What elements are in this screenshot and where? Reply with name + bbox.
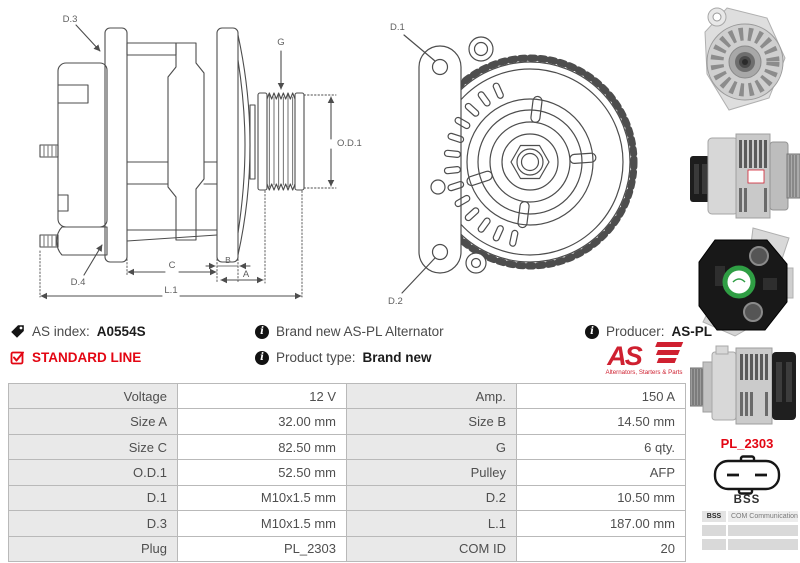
leader-d3 [76, 25, 100, 51]
producer-value: AS-PL [671, 324, 713, 339]
spec-label-cell: O.D.1 [9, 460, 178, 485]
spec-value-cell: 150 A [517, 384, 686, 409]
label-c: C [168, 260, 176, 271]
plug-name: BSS [733, 494, 761, 506]
spec-row [9, 460, 686, 485]
com-code-cell [702, 525, 726, 536]
spec-value-cell: PL_2303 [178, 536, 347, 561]
com-desc-cell: COM Communication [728, 511, 798, 522]
top-bar [127, 43, 176, 55]
spec-label-cell: D.2 [347, 485, 517, 510]
product-type-label: Product type: [276, 350, 356, 365]
as-index-label: AS index: [32, 324, 90, 339]
spec-value-cell: AFP [517, 460, 686, 485]
spec-value-cell: 6 qty. [517, 434, 686, 459]
tag-icon [10, 324, 25, 339]
spec-value-cell: M10x1.5 mm [178, 511, 347, 536]
spec-row [9, 384, 686, 409]
as-index-value: A0554S [96, 324, 146, 339]
label-d3: D.3 [62, 14, 78, 25]
spec-label-cell: Size A [9, 409, 178, 434]
label-g: G [277, 37, 285, 48]
spec-value-cell: 12 V [178, 384, 347, 409]
com-row-placeholder [702, 539, 798, 550]
spec-label-cell: Size C [9, 434, 178, 459]
spec-value-cell: 52.50 mm [178, 460, 347, 485]
label-od1: O.D.1 [337, 138, 362, 149]
as-index-item [10, 324, 146, 339]
shaft-washer [250, 105, 255, 179]
product-photo-front [697, 2, 793, 120]
spec-label-cell: D.1 [9, 485, 178, 510]
checkbox-icon [10, 350, 25, 365]
spec-label-cell: G [347, 434, 517, 459]
label-l1: L.1 [164, 285, 178, 296]
spec-label-cell: D.3 [9, 511, 178, 536]
spec-value-cell: M10x1.5 mm [178, 485, 347, 510]
spec-table [8, 383, 686, 562]
spec-label-cell: Amp. [347, 384, 517, 409]
spec-label-cell: L.1 [347, 511, 517, 536]
label-d1: D.1 [390, 22, 405, 33]
rear-bracket-plate [105, 28, 127, 262]
com-desc-cell [728, 525, 798, 536]
spec-value-cell: 32.00 mm [178, 409, 347, 434]
label-d4: D.4 [70, 277, 86, 288]
front-bracket-plate [217, 28, 238, 262]
alternator-front-view-drawing [372, 5, 687, 317]
com-row-placeholder [702, 525, 798, 536]
standard-line-text: STANDARD LINE [32, 350, 142, 365]
com-communication-table [702, 511, 798, 553]
brand-new-item [255, 324, 444, 339]
stator-plate [168, 43, 204, 240]
brand-new-text: Brand new AS-PL Alternator [276, 324, 444, 339]
com-code-cell: BSS [702, 511, 726, 522]
spec-value-cell: 14.50 mm [517, 409, 686, 434]
pulley [258, 93, 304, 190]
com-desc-cell [728, 539, 798, 550]
plug-code: PL_2303 [720, 436, 774, 451]
spec-value-cell: 187.00 mm [517, 511, 686, 536]
leader-d2 [402, 258, 435, 293]
product-type-value: Brand new [362, 350, 432, 365]
logo-tagline: Alternators, Starters & Parts [605, 369, 683, 376]
product-photo-side-plug [690, 126, 800, 226]
spec-row [9, 536, 686, 561]
producer-label: Producer: [606, 324, 665, 339]
info-icon: i [255, 351, 269, 365]
spec-value-cell: 10.50 mm [517, 485, 686, 510]
info-icon: i [255, 325, 269, 339]
terminal-stud-upper [40, 145, 58, 157]
info-icon: i [585, 325, 599, 339]
plug-connector-icon [713, 455, 783, 495]
spec-label-cell: Voltage [9, 384, 178, 409]
spec-row [9, 485, 686, 510]
label-b: B [225, 255, 231, 265]
spec-row [9, 409, 686, 434]
rear-housing [58, 63, 107, 227]
product-photo-side-pulley [690, 344, 800, 428]
terminal-stud-lower [40, 235, 58, 247]
spec-row [9, 511, 686, 536]
label-a: A [242, 269, 250, 280]
alternator-side-view-drawing [10, 5, 368, 317]
standard-line-item [10, 350, 141, 365]
spec-label-cell: Pulley [347, 460, 517, 485]
as-pl-logo [598, 340, 690, 378]
product-type-item [255, 350, 432, 365]
spec-label-cell: Size B [347, 409, 517, 434]
spec-value-cell: 82.50 mm [178, 434, 347, 459]
logo-as-text: AS [607, 341, 641, 371]
spec-label-cell: Plug [9, 536, 178, 561]
spec-value-cell: 20 [517, 536, 686, 561]
dim-extension-lines [40, 95, 336, 297]
spec-label-cell: COM ID [347, 536, 517, 561]
logo-stripes [649, 342, 683, 363]
d4-boss [57, 227, 107, 255]
product-photo-rear [693, 226, 797, 338]
label-d2: D.2 [388, 296, 403, 307]
leader-d4 [84, 245, 102, 275]
com-code-cell [702, 539, 726, 550]
front-cone [238, 35, 250, 255]
com-row [702, 511, 798, 522]
spec-row [9, 434, 686, 459]
